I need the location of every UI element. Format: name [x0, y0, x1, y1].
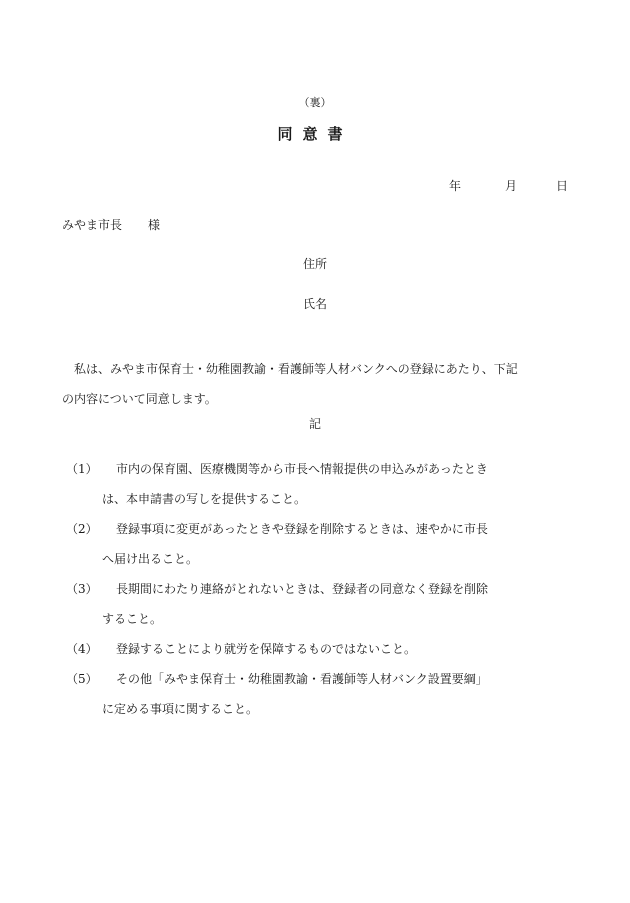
addressee	[62, 219, 160, 231]
addressee-honorific: 様	[148, 218, 161, 232]
address-label: 住所	[302, 257, 327, 271]
item-text: 登録することにより就労を保障するものではないこと。	[116, 642, 417, 656]
item-number: （2）	[66, 522, 98, 536]
item-text: 市内の保育園、医療機関等から市長へ情報提供の申込みがあったとき	[116, 462, 488, 476]
consent-statement	[62, 354, 572, 414]
side-label: （裏）	[298, 96, 332, 109]
date-day-label: 日	[556, 179, 569, 193]
item-text: 登録事項に変更があったときや登録を削除するときは、速やかに市長	[116, 522, 488, 536]
consent-statement-line: の内容について同意します。	[62, 392, 217, 406]
item-text-continued: へ届け出ること。	[102, 552, 199, 566]
item-text-continued: すること。	[102, 612, 163, 626]
consent-statement-line: 私は、みやま市保育士・幼稚園教諭・看護師等人材バンクへの登録にあたり、下記	[62, 362, 518, 376]
item-text-continued: は、本申請書の写しを提供すること。	[102, 492, 307, 506]
item-number: （5）	[66, 672, 98, 686]
date-year-label: 年	[449, 179, 462, 193]
addressee-name: みやま市長	[62, 218, 123, 232]
item-number: （4）	[66, 642, 98, 656]
item-number: （1）	[66, 462, 98, 476]
document-title: 同意書	[277, 125, 353, 143]
item-text: 長期間にわたり連絡がとれないときは、登録者の同意なく登録を削除	[116, 582, 489, 596]
name-label: 氏名	[302, 297, 327, 311]
ki-heading: 記	[308, 417, 321, 431]
date-month-label: 月	[505, 179, 518, 193]
item-number: （3）	[66, 582, 98, 596]
item-text: その他「みやま保育士・幼稚園教諭・看護師等人材バンク設置要綱」	[116, 672, 488, 686]
item-text-continued: に定める事項に関すること。	[102, 702, 259, 716]
